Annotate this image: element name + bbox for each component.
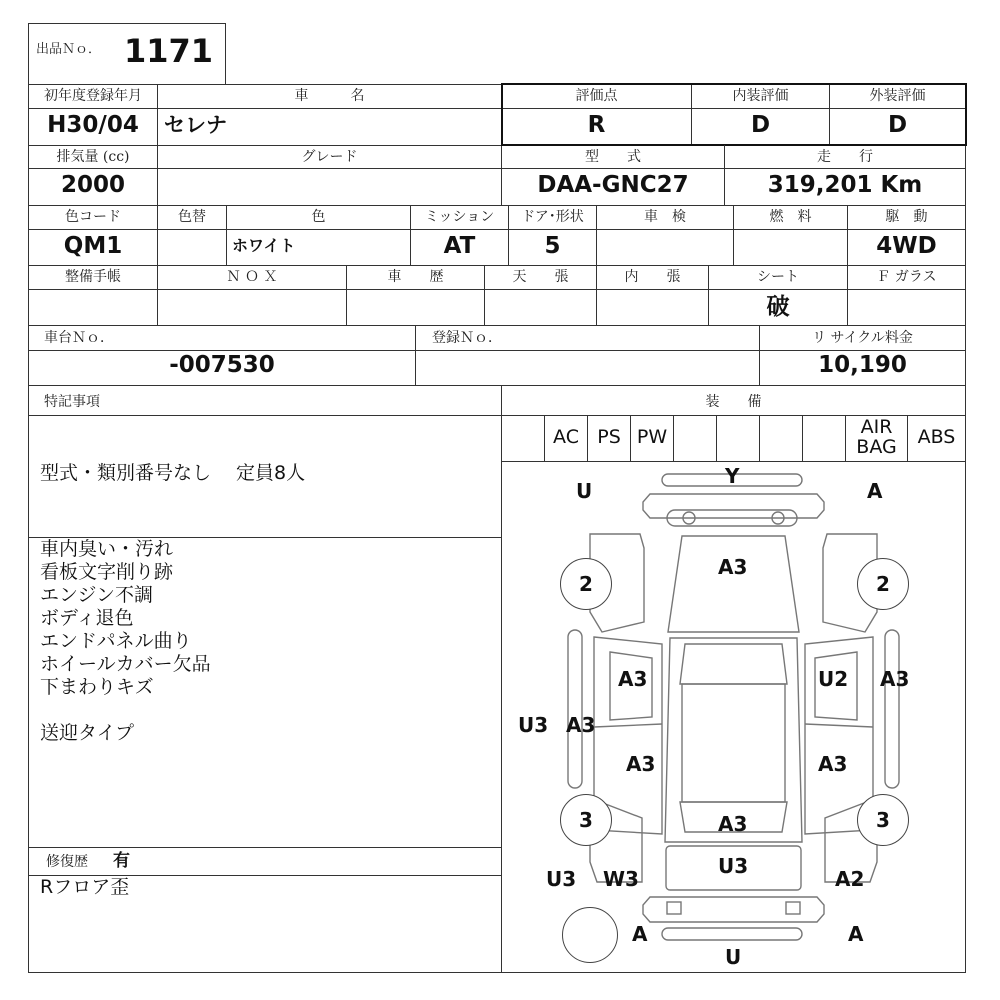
- mission-value: AT: [443, 233, 476, 259]
- displacement-label: 排気量 (cc): [56, 149, 130, 165]
- roof-label: 天 張: [512, 269, 569, 285]
- mark-right-rear-door: A3: [818, 752, 848, 776]
- glass-label: Ｆ ガラス: [876, 269, 937, 285]
- score-value: R: [587, 112, 606, 138]
- notes-line: 送迎タイプ: [40, 722, 135, 744]
- h-line: [28, 415, 966, 416]
- grade-label: グレード: [301, 149, 358, 165]
- notes-line: 車内臭い・汚れ: [40, 538, 174, 560]
- lot-box-right: [225, 23, 226, 85]
- fuel-label: 燃 料: [769, 209, 812, 225]
- score-label: 評価点: [575, 88, 618, 104]
- mileage-value: 319,201 Km: [767, 172, 923, 198]
- exterior-label: 外装評価: [869, 88, 926, 104]
- mark-left-rear-u: U3: [546, 867, 577, 891]
- door-value: 5: [544, 233, 561, 259]
- interior-value: D: [750, 112, 771, 138]
- h-line: [28, 265, 966, 266]
- car-name-value: セレナ: [164, 113, 227, 137]
- notes-line: ホイールカバー欠品: [40, 653, 211, 675]
- v-line: [673, 415, 674, 462]
- mark-top-left: U: [576, 479, 593, 503]
- h-line: [28, 229, 966, 230]
- tire-front-left: 2: [560, 558, 612, 610]
- mark-left-rear-door: A3: [626, 752, 656, 776]
- seat-label: シート: [757, 269, 799, 285]
- model-label: 型 式: [585, 149, 641, 165]
- first-reg-label: 初年度登録年月: [44, 88, 142, 104]
- mark-left-pillar-a: A3: [566, 713, 596, 737]
- interior-trim-label: 内 張: [624, 269, 681, 285]
- seat-value: 破: [766, 294, 790, 320]
- mark-top-center: Y: [725, 464, 740, 488]
- history-label: 車 歴: [387, 269, 444, 285]
- mark-left-rear-w: W3: [603, 867, 639, 891]
- interior-label: 内装評価: [732, 88, 789, 104]
- chassis-label: 車台Ｎｏ．: [44, 330, 114, 346]
- color-code-label: 色コード: [65, 209, 121, 225]
- notes-line: ボディ退色: [40, 607, 134, 629]
- mark-right-front-a: A3: [880, 667, 910, 691]
- notes-line: エンドパネル曲り: [40, 630, 192, 652]
- lot-box-left: [28, 23, 29, 85]
- nox-label: Ｎ Ｏ Ｘ: [226, 269, 278, 285]
- color-value: ホワイト: [232, 236, 296, 255]
- mark-rear-roof: A3: [718, 812, 748, 836]
- door-label: ドア･形状: [521, 209, 584, 225]
- h-line: [28, 205, 966, 206]
- h-line: [28, 168, 966, 169]
- v-line: [415, 325, 416, 386]
- mark-bottom-right: A: [848, 922, 864, 946]
- displacement-value: 2000: [60, 172, 125, 198]
- chassis-value: -007530: [169, 352, 275, 378]
- equip-abs: ABS: [917, 426, 956, 448]
- v-line: [965, 84, 966, 973]
- model-value: DAA-GNC27: [537, 172, 689, 198]
- mark-hood: A3: [718, 555, 748, 579]
- tire-rear-right: 3: [857, 794, 909, 846]
- mark-left-pillar-u: U3: [518, 713, 549, 737]
- v-line: [759, 415, 760, 462]
- v-line: [716, 415, 717, 462]
- drive-value: 4WD: [876, 233, 937, 259]
- equip-ac: AC: [553, 426, 579, 448]
- h-line: [28, 972, 966, 973]
- drive-label: 駆 動: [885, 209, 928, 225]
- repair-value: 有: [113, 851, 130, 871]
- first-reg-value: H30/04: [47, 112, 139, 138]
- mission-label: ミッション: [424, 209, 495, 225]
- repair-detail: Rフロア歪: [40, 876, 130, 898]
- lot-number: 1171: [124, 32, 214, 70]
- equip-airbag: AIR BAG: [856, 416, 897, 458]
- tire-rear-left: 3: [560, 794, 612, 846]
- h-line: [28, 289, 966, 290]
- h-line: [28, 847, 501, 848]
- notes-label: 特記事項: [44, 394, 100, 410]
- lot-box-top: [28, 23, 226, 24]
- tire-front-right: 2: [857, 558, 909, 610]
- reg-label: 登録Ｎｏ．: [432, 330, 502, 346]
- equipment-label: 装 備: [705, 394, 762, 410]
- mark-left-front-door: A3: [618, 667, 648, 691]
- lot-label: 出品Ｎｏ．: [36, 42, 102, 57]
- notes-line: 看板文字削り跡: [40, 561, 174, 583]
- h-line: [28, 325, 966, 326]
- inspection-label: 車 検: [644, 209, 686, 225]
- mark-bottom-left: A: [632, 922, 648, 946]
- v-line: [802, 415, 803, 462]
- mark-tailgate: U3: [718, 854, 749, 878]
- color-label: 色: [311, 209, 326, 225]
- color-change-label: 色替: [178, 209, 206, 225]
- maintenance-label: 整備手帳: [65, 269, 121, 285]
- mileage-label: 走 行: [817, 149, 873, 165]
- equip-ps: PS: [597, 426, 621, 448]
- h-line: [28, 385, 966, 386]
- recycle-value: 10,190: [818, 352, 907, 378]
- car-name-label: 車 名: [294, 88, 365, 104]
- mark-top-right: A: [867, 479, 883, 503]
- mark-right-rear: A2: [835, 867, 865, 891]
- mark-right-front-u: U2: [818, 667, 849, 691]
- equip-pw: PW: [636, 426, 668, 448]
- notes-line: 下まわりキズ: [40, 676, 154, 698]
- color-code-value: QM1: [63, 233, 123, 259]
- notes-line: エンジン不調: [40, 584, 154, 606]
- spare-tire: [562, 907, 618, 963]
- recycle-label: リ サイクル料金: [812, 330, 913, 346]
- notes-main: 型式・類別番号なし 定員8人: [40, 462, 306, 484]
- mark-bottom-center: U: [725, 945, 742, 969]
- repair-label: 修復歴: [46, 854, 88, 870]
- exterior-value: D: [887, 112, 908, 138]
